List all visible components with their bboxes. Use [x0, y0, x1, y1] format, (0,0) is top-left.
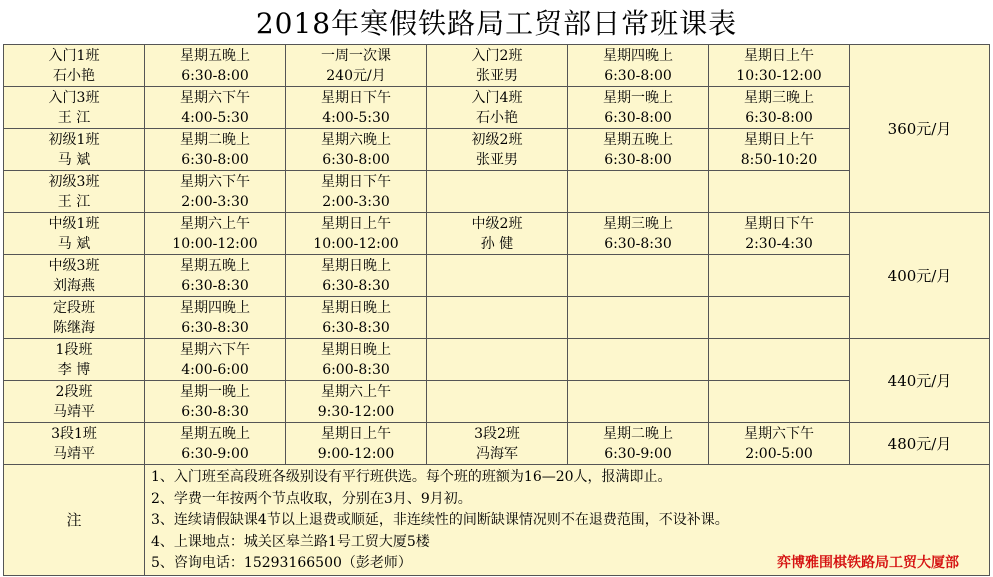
cell-line-1: 星期四晚上: [603, 47, 673, 64]
price-cell: 360元/月: [850, 45, 990, 213]
cell-line-1: 入门4班: [471, 89, 523, 106]
schedule-cell: [709, 381, 850, 423]
schedule-cell: [568, 171, 709, 213]
schedule-cell: [4, 45, 145, 87]
cell-line-2: 王 江: [57, 193, 91, 210]
schedule-cell: [286, 339, 427, 381]
schedule-cell: [568, 339, 709, 381]
cell-line-1: 星期五晚上: [603, 131, 673, 148]
note-item: 4、上课地点：城关区皋兰路1号工贸大厦5楼: [151, 533, 430, 550]
cell-line-1: 星期三晚上: [603, 215, 673, 232]
schedule-cell: [568, 45, 709, 87]
cell-line-1: 1段班: [55, 341, 93, 358]
cell-line-1: 星期一晚上: [603, 89, 673, 106]
schedule-cell: [286, 297, 427, 339]
schedule-cell: [568, 129, 709, 171]
cell-line-2: 6:30-9:00: [604, 445, 672, 462]
cell-line-2: 8:50-10:20: [740, 151, 818, 168]
schedule-cell: [145, 255, 286, 297]
cell-line-1: 星期日上午: [744, 131, 814, 148]
schedule-cell: [709, 297, 850, 339]
schedule-row: [4, 339, 990, 381]
schedule-cell: [427, 297, 568, 339]
cell-line-2: 4:00-5:30: [322, 109, 390, 126]
schedule-row: [4, 129, 990, 171]
notes-row: [4, 465, 990, 576]
schedule-cell: [145, 423, 286, 465]
price-cell: 480元/月: [850, 423, 990, 465]
schedule-row: [4, 45, 990, 87]
cell-line-2: 刘海燕: [53, 277, 95, 294]
cell-line-2: 石小艳: [53, 67, 95, 84]
schedule-cell: [709, 213, 850, 255]
cell-line-2: 6:30-8:00: [322, 151, 390, 168]
schedule-table: [3, 44, 990, 576]
cell-line-2: 10:30-12:00: [736, 67, 822, 84]
schedule-row: [4, 381, 990, 423]
cell-line-1: 中级2班: [471, 215, 523, 232]
cell-line-1: 星期六上午: [321, 383, 391, 400]
schedule-cell: [4, 171, 145, 213]
notes-label: 注: [4, 465, 145, 576]
cell-line-2: 6:30-9:00: [181, 445, 249, 462]
cell-line-1: 星期日上午: [321, 425, 391, 442]
schedule-row: [4, 171, 990, 213]
schedule-cell: [145, 297, 286, 339]
cell-line-2: 6:30-8:30: [181, 403, 249, 420]
schedule-cell: [427, 213, 568, 255]
cell-line-2: 6:30-8:00: [604, 109, 672, 126]
cell-line-2: 4:00-5:30: [181, 109, 249, 126]
schedule-cell: [286, 129, 427, 171]
price-cell: 400元/月: [850, 213, 990, 339]
schedule-cell: [145, 87, 286, 129]
organization-name: 弈博雅围棋铁路局工贸大厦部: [777, 554, 959, 571]
price-cell: 440元/月: [850, 339, 990, 423]
cell-line-1: 2段班: [55, 383, 93, 400]
schedule-cell: [427, 129, 568, 171]
cell-line-2: 马靖平: [53, 445, 95, 462]
cell-line-2: 6:30-8:00: [745, 109, 813, 126]
schedule-cell: [4, 381, 145, 423]
schedule-cell: [709, 339, 850, 381]
schedule-cell: [286, 213, 427, 255]
cell-line-2: 6:30-8:30: [181, 319, 249, 336]
cell-line-1: 星期六晚上: [321, 131, 391, 148]
note-item: 1、入门班至高段班各级别设有平行班供选。每个班的班额为16—20人，报满即止。: [151, 469, 672, 485]
cell-line-2: 张亚男: [476, 151, 518, 168]
cell-line-2: 2:00-5:00: [745, 445, 813, 462]
cell-line-2: 6:30-8:30: [181, 277, 249, 294]
cell-line-2: 6:30-8:30: [322, 319, 390, 336]
schedule-cell: [568, 297, 709, 339]
cell-line-1: 星期五晚上: [180, 47, 250, 64]
cell-line-2: 9:30-12:00: [317, 403, 395, 420]
cell-line-1: 定段班: [53, 299, 95, 316]
cell-line-2: 240元/月: [326, 67, 386, 84]
cell-line-2: 6:30-8:30: [322, 277, 390, 294]
schedule-row: [4, 423, 990, 465]
cell-line-1: 3段1班: [51, 425, 97, 442]
schedule-cell: [427, 45, 568, 87]
schedule-cell: [568, 213, 709, 255]
cell-line-1: 星期日上午: [321, 215, 391, 232]
cell-line-1: 一周一次课: [321, 47, 391, 64]
schedule-row: [4, 213, 990, 255]
cell-line-1: 星期日下午: [744, 215, 814, 232]
schedule-cell: [286, 171, 427, 213]
cell-line-1: 星期六下午: [180, 173, 250, 190]
cell-line-1: 星期六下午: [744, 425, 814, 442]
cell-line-1: 入门2班: [471, 47, 523, 64]
schedule-cell: [427, 255, 568, 297]
cell-line-2: 6:30-8:00: [181, 67, 249, 84]
schedule-cell: [709, 129, 850, 171]
cell-line-1: 初级1班: [48, 131, 100, 148]
schedule-cell: [427, 423, 568, 465]
schedule-cell: [568, 381, 709, 423]
cell-line-2: 孙 健: [480, 235, 514, 252]
schedule-cell: [145, 339, 286, 381]
note-item: 2、学费一年按两个节点收取，分别在3月、9月初。: [151, 490, 472, 507]
schedule-cell: [427, 171, 568, 213]
cell-line-2: 王 江: [57, 109, 91, 126]
schedule-cell: [4, 255, 145, 297]
schedule-cell: [286, 423, 427, 465]
cell-line-2: 2:00-3:30: [181, 193, 249, 210]
schedule-cell: [145, 381, 286, 423]
cell-line-2: 冯海军: [476, 445, 518, 462]
cell-line-2: 6:30-8:00: [604, 151, 672, 168]
schedule-cell: [427, 381, 568, 423]
cell-line-2: 2:30-4:30: [745, 235, 813, 252]
cell-line-1: 入门3班: [48, 89, 100, 106]
cell-line-1: 星期日晚上: [321, 257, 391, 274]
schedule-cell: [427, 339, 568, 381]
note-item: 3、连续请假缺课4节以上退费或顺延，非连续性的间断缺课情况则不在退费范围，不设补课。: [151, 512, 729, 528]
cell-line-1: 星期一晚上: [180, 383, 250, 400]
schedule-cell: [4, 87, 145, 129]
cell-line-1: 星期日晚上: [321, 299, 391, 316]
schedule-row: [4, 255, 990, 297]
schedule-cell: [4, 423, 145, 465]
cell-line-2: 2:00-3:30: [322, 193, 390, 210]
cell-line-1: 星期六上午: [180, 215, 250, 232]
schedule-cell: [4, 339, 145, 381]
cell-line-1: 星期四晚上: [180, 299, 250, 316]
cell-line-2: 马 斌: [57, 151, 91, 168]
cell-line-1: 星期二晚上: [603, 425, 673, 442]
schedule-cell: [568, 423, 709, 465]
cell-line-1: 星期六下午: [180, 341, 250, 358]
cell-line-1: 初级3班: [48, 173, 100, 190]
cell-line-1: 星期二晚上: [180, 131, 250, 148]
schedule-row: [4, 297, 990, 339]
cell-line-1: 3段2班: [474, 425, 520, 442]
schedule-cell: [709, 171, 850, 213]
cell-line-1: 初级2班: [471, 131, 523, 148]
schedule-cell: [427, 87, 568, 129]
cell-line-1: 星期日晚上: [321, 341, 391, 358]
cell-line-1: 星期日下午: [321, 173, 391, 190]
cell-line-2: 马 斌: [57, 235, 91, 252]
cell-line-2: 10:00-12:00: [313, 235, 399, 252]
schedule-cell: [568, 87, 709, 129]
schedule-cell: [568, 255, 709, 297]
cell-line-1: 星期五晚上: [180, 257, 250, 274]
cell-line-2: 6:30-8:30: [604, 235, 672, 252]
cell-line-2: 6:30-8:00: [604, 67, 672, 84]
schedule-cell: [709, 87, 850, 129]
cell-line-2: 10:00-12:00: [172, 235, 258, 252]
note-item: 5、咨询电话：15293166500（彭老师）: [151, 555, 412, 571]
schedule-cell: [709, 255, 850, 297]
notes-content: [145, 465, 990, 576]
cell-line-2: 李 博: [57, 361, 91, 378]
cell-line-2: 陈继海: [53, 319, 95, 336]
schedule-cell: [286, 45, 427, 87]
cell-line-1: 星期日上午: [744, 47, 814, 64]
schedule-cell: [145, 45, 286, 87]
schedule-cell: [145, 129, 286, 171]
cell-line-1: 星期五晚上: [180, 425, 250, 442]
cell-line-1: 中级1班: [48, 215, 100, 232]
cell-line-2: 9:00-12:00: [317, 445, 395, 462]
cell-line-2: 石小艳: [476, 109, 518, 126]
cell-line-1: 星期日下午: [321, 89, 391, 106]
cell-line-2: 6:30-8:00: [181, 151, 249, 168]
schedule-cell: [709, 45, 850, 87]
schedule-cell: [286, 255, 427, 297]
schedule-row: [4, 87, 990, 129]
cell-line-2: 马靖平: [53, 403, 95, 420]
schedule-cell: [145, 171, 286, 213]
page-title: 2018年寒假铁路局工贸部日常班课表: [255, 7, 738, 40]
cell-line-1: 星期六下午: [180, 89, 250, 106]
schedule-cell: [4, 297, 145, 339]
cell-line-2: 6:00-8:30: [322, 361, 390, 378]
cell-line-2: 4:00-6:00: [181, 361, 249, 378]
schedule-cell: [286, 381, 427, 423]
schedule-cell: [145, 213, 286, 255]
schedule-cell: [709, 423, 850, 465]
schedule-cell: [4, 129, 145, 171]
cell-line-1: 中级3班: [48, 257, 100, 274]
schedule-cell: [4, 213, 145, 255]
schedule-cell: [286, 87, 427, 129]
cell-line-1: 入门1班: [48, 47, 100, 64]
cell-line-1: 星期三晚上: [744, 89, 814, 106]
cell-line-2: 张亚男: [476, 67, 518, 84]
